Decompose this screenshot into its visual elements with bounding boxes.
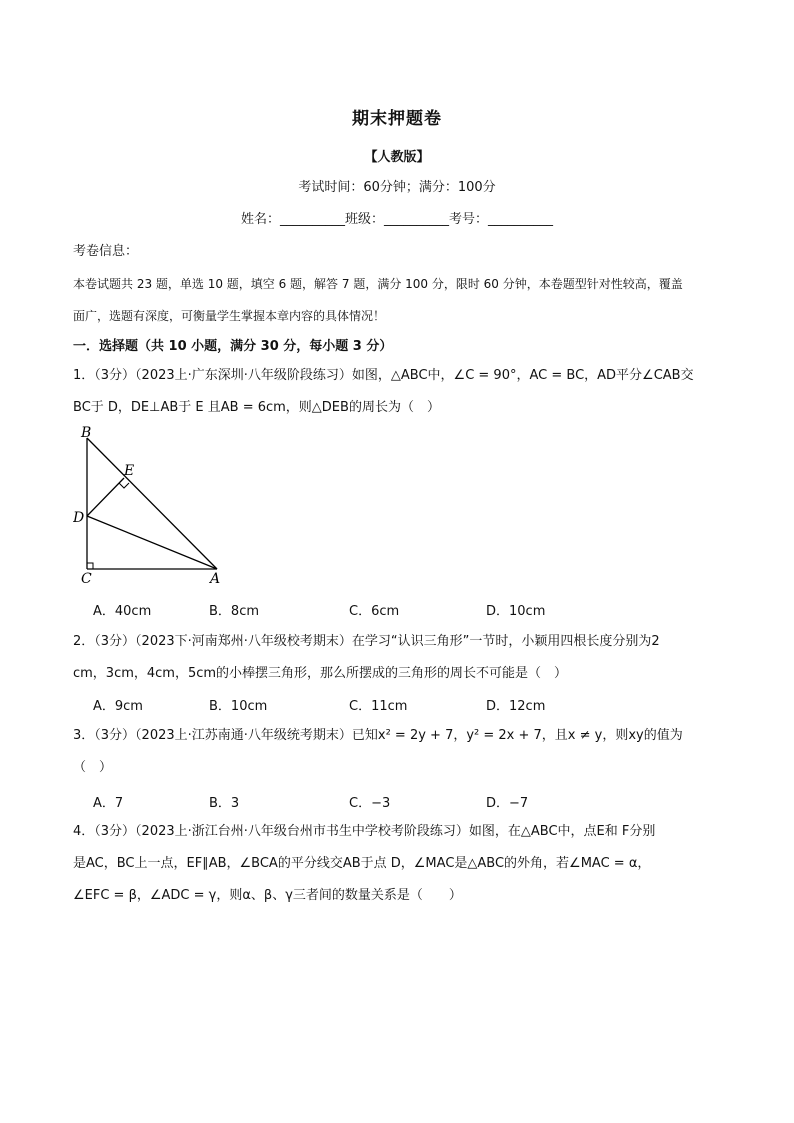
question-2-line-1: 2．（3分）（2023下·河南郑州·八年级校考期末）在学习“认识三角形”一节时，小颖用四根长度分别为2 — [73, 634, 660, 649]
page-title: 期末押题卷 — [352, 109, 442, 129]
question-4-line-2: 是AC，BC上一点，EF∥AB，∠BCA的平分线交AB于点 D，∠MAC是△ABC的外角，若∠MAC = α， — [73, 856, 651, 871]
option-b[interactable]: B．8cm — [209, 604, 260, 619]
right-angle-e — [119, 483, 129, 488]
question-3-line-1: 3．（3分）（2023上·江苏南通·八年级统考期末）已知x² = 2y + 7，y² = 2x + 7，且x ≠ y，则xy的值为 — [73, 728, 683, 743]
label-b: B — [81, 425, 92, 441]
segment-ad — [87, 516, 217, 569]
section-title: 一．选择题（共 10 小题，满分 30 分，每小题 3 分） — [73, 339, 393, 354]
option-d[interactable]: D．12cm — [486, 699, 546, 714]
paper-info-label: 考卷信息： — [73, 244, 139, 259]
option-d[interactable]: D．−7 — [486, 796, 529, 811]
edition-label: 【人教版】 — [364, 150, 430, 165]
option-c[interactable]: C．−3 — [349, 796, 391, 811]
right-angle-c — [87, 563, 93, 569]
option-c[interactable]: C．11cm — [349, 699, 408, 714]
side-ab — [87, 438, 217, 569]
exam-info: 考试时间：60分钟；满分：100分 — [298, 180, 496, 195]
question-1-line-1: 1．（3分）（2023上·广东深圳·八年级阶段练习）如图，△ABC中，∠C = 90°，AC = BC，AD平分∠CAB交 — [73, 368, 694, 383]
option-b[interactable]: B．10cm — [209, 699, 268, 714]
paper-info-description — [73, 268, 723, 332]
label-e: E — [124, 463, 135, 479]
student-info: 姓名：__________班级：__________考号：__________ — [240, 212, 553, 227]
option-a[interactable]: A．40cm — [93, 604, 152, 619]
question-4 — [73, 816, 723, 912]
label-d: D — [73, 510, 85, 526]
option-c[interactable]: C．6cm — [349, 604, 400, 619]
option-b[interactable]: B．3 — [209, 796, 240, 811]
triangle-figure — [73, 423, 233, 597]
question-2-line-2: cm，3cm，4cm，5cm的小棒摆三角形，那么所摆成的三角形的周长不可能是（ ） — [73, 666, 568, 681]
option-a[interactable]: A．9cm — [93, 699, 143, 714]
question-4-line-3: ∠EFC = β，∠ADC = γ，则α、β、γ三者间的数量关系是（ ） — [73, 888, 462, 903]
question-4-line-1: 4．（3分）（2023上·浙江台州·八年级台州市书生中学校考阶段练习）如图，在△ABC中，点E和 F分别 — [73, 824, 656, 839]
question-3 — [73, 720, 723, 784]
question-1 — [73, 360, 723, 424]
paper-info-line-1: 本卷试题共 23 题，单选 10 题，填空 6 题，解答 7 题，满分 100 分，限时 60 分钟，本卷题型针对性较高，覆盖 — [73, 277, 683, 291]
triangle-diagram — [73, 423, 233, 593]
question-2 — [73, 626, 723, 690]
option-a[interactable]: A．7 — [93, 796, 124, 811]
question-1-line-2: BC于 D，DE⊥AB于 E 且AB = 6cm，则△DEB的周长为（ ） — [73, 400, 440, 415]
label-a: A — [210, 571, 221, 587]
paper-info-line-2: 面广，选题有深度，可衡量学生掌握本章内容的具体情况！ — [73, 309, 386, 323]
option-d[interactable]: D．10cm — [486, 604, 546, 619]
question-3-line-2: （ ） — [73, 760, 113, 775]
segment-de — [87, 478, 124, 516]
label-c: C — [81, 571, 92, 587]
